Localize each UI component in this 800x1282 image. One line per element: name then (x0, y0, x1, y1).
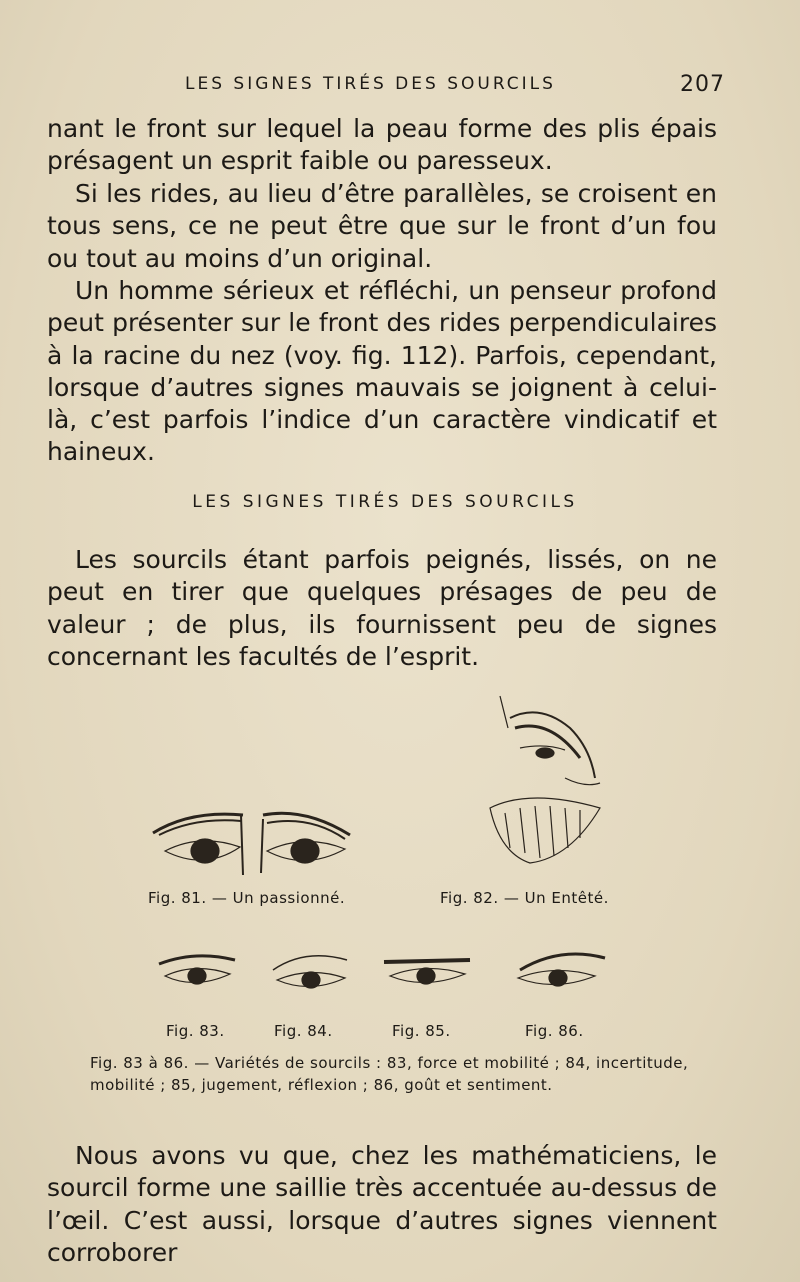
figure-85-eyebrow (380, 950, 475, 998)
caption-fig-83: Fig. 83. (166, 1022, 225, 1040)
caption-fig-81: Fig. 81. — Un passionné. (148, 889, 346, 907)
paragraph-2: Si les rides, au lieu d’être parallèles, se croisent en tous sens, ce ne peut être que sur le front d’un fou ou tout au moins d’un original. (47, 179, 717, 273)
paragraph-3: Un homme sérieux et réfléchi, un penseur profond peut présenter sur le front des rides perpendiculaires à la racine du nez (voy. fig. 112). Parfois, cependant, lorsque d’autres signes mauvais se joignent à celui-là, c’est parfois l’indice d’un caractère vindicatif et haineux. (47, 276, 717, 467)
figure-86-eyebrow (510, 946, 610, 996)
caption-fig-86: Fig. 86. (525, 1022, 584, 1040)
paragraph-5: Nous avons vu que, chez les mathématiciens, le sourcil forme une saillie très accentuée au-dessus de l’œil. C’est aussi, lorsque d’autres signes viennent corroborer (47, 1141, 717, 1267)
caption-fig-82: Fig. 82. — Un Entêté. (440, 889, 609, 907)
caption-fig-85: Fig. 85. (392, 1022, 451, 1040)
paragraph-1: nant le front sur lequel la peau forme des plis épais présagent un esprit faible ou paresseux. (47, 114, 717, 176)
caption-fig-84: Fig. 84. (274, 1022, 333, 1040)
figure-legend: Fig. 83 à 86. — Variétés de sourcils : 83, force et mobilité ; 84, incertitude, mobilité ; 85, jugement, réflexion ; 86, goût et sentiment. (90, 1054, 689, 1094)
figure-81-passionate-eyes (145, 805, 360, 885)
running-title: LES SIGNES TIRÉS DES SOURCILS (185, 74, 556, 94)
figure-84-eyebrow (265, 950, 355, 998)
page-number: 207 (680, 72, 725, 97)
running-head (0, 72, 800, 102)
section-heading: LES SIGNES TIRÉS DES SOURCILS (192, 492, 578, 512)
figure-83-eyebrow (155, 950, 240, 998)
figure-82-stubborn-profile (470, 688, 620, 888)
paragraph-4: Les sourcils étant parfois peignés, lissés, on ne peut en tirer que quelques présages de peu de valeur ; de plus, ils fournissent peu de signes concernant les facultés de l’esprit. (47, 545, 717, 671)
